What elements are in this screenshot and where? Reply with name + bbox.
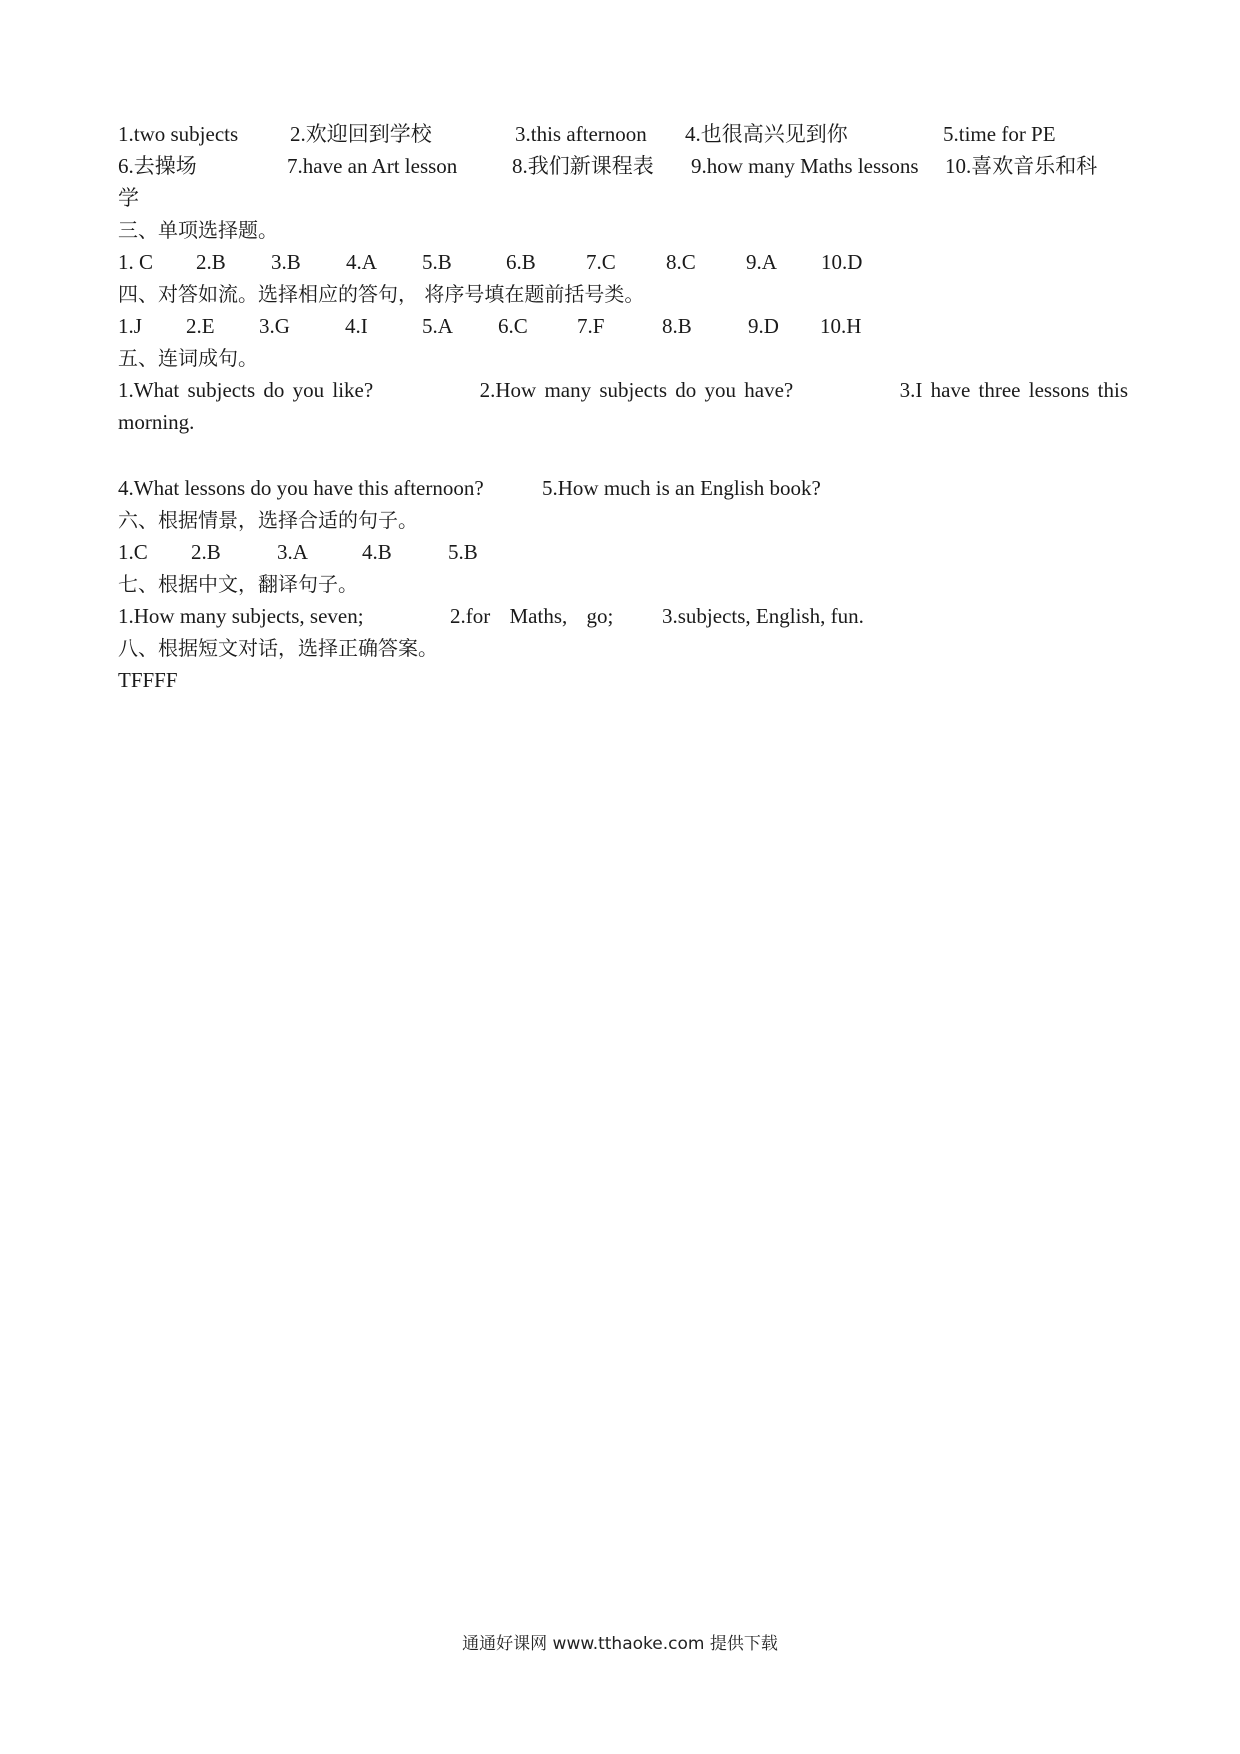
answer-item: 1. C: [118, 250, 154, 274]
answer-item: 5.B: [448, 540, 478, 564]
answer-item: 3.A: [277, 540, 308, 564]
answers-row-6: [118, 536, 1128, 568]
phrases-row-3: 学: [118, 186, 139, 210]
phrase-item: 9.how many Maths lessons: [691, 154, 919, 178]
translation-item: 1.How many subjects, seven;: [118, 604, 364, 628]
answer-item: 7.F: [577, 314, 605, 338]
answer-item: 9.D: [748, 314, 779, 338]
answer-item: 6.B: [506, 250, 536, 274]
answer-item: 10.D: [821, 250, 863, 274]
answers-row-7: [118, 600, 1128, 632]
section-heading-6: 六、根据情景，选择合适的句子。: [118, 508, 418, 532]
answer-item: 3.G: [259, 314, 290, 338]
answers-row-4: [118, 310, 1128, 342]
answer-key: [118, 118, 1128, 696]
sentence-item: 2.How many subjects do you have?: [479, 378, 794, 402]
phrase-item: 3.this afternoon: [515, 122, 647, 146]
sentence-continuation: morning.: [118, 410, 195, 434]
answer-item: 2.E: [186, 314, 215, 338]
phrases-row-2: [118, 150, 1128, 182]
phrase-item: 5.time for PE: [943, 122, 1056, 146]
phrases-row-1: [118, 118, 1128, 150]
sentences-row-2: [118, 472, 1128, 504]
phrase-item: 1.two subjects: [118, 122, 239, 146]
answer-item: 1.J: [118, 314, 142, 338]
answer-item: 10.H: [820, 314, 862, 338]
phrase-item: 10.喜欢音乐和科: [945, 154, 1098, 178]
translation-item: 3.subjects, English, fun.: [662, 604, 864, 628]
answer-item: 3.B: [271, 250, 301, 274]
section-heading-8: 八、根据短文对话，选择正确答案。: [118, 636, 438, 660]
answer-item: 4.A: [346, 250, 377, 274]
answer-item: 1.C: [118, 540, 148, 564]
translation-item: 2.for Maths, go;: [450, 604, 614, 628]
section-heading-3: 三、单项选择题。: [118, 218, 278, 242]
answer-item: 7.C: [586, 250, 616, 274]
section-heading-5: 五、连词成句。: [118, 346, 258, 370]
phrase-item: 7.have an Art lesson: [287, 154, 458, 178]
answer-item: 4.I: [345, 314, 368, 338]
answer-item: 2.B: [191, 540, 221, 564]
answer-item: 2.B: [196, 250, 226, 274]
sentence-item: 4.What lessons do you have this afternoon?: [118, 476, 484, 500]
answer-item: 8.B: [662, 314, 692, 338]
phrase-item: 4.也很高兴见到你: [685, 122, 848, 146]
footer-watermark: 通通好课网 www.tthaoke.com 提供下载: [462, 1634, 778, 1654]
answer-item: 5.B: [422, 250, 452, 274]
phrase-item: 6.去操场: [118, 154, 197, 178]
sentences-row-1: [118, 374, 1128, 406]
answer-item: 8.C: [666, 250, 696, 274]
answer-item: 9.A: [746, 250, 777, 274]
sentence-item: 3.I have three lessons this: [899, 378, 1128, 402]
sentence-item: 1.What subjects do you like?: [118, 378, 374, 402]
phrase-item: 2.欢迎回到学校: [290, 122, 432, 146]
sentence-item: 5.How much is an English book?: [542, 476, 821, 500]
section-heading-4: 四、对答如流。选择相应的答句， 将序号填在题前括号类。: [118, 282, 645, 306]
answer-item: 5.A: [422, 314, 453, 338]
phrase-item: 8.我们新课程表: [512, 154, 654, 178]
section-heading-7: 七、根据中文，翻译句子。: [118, 572, 358, 596]
answer-item: 4.B: [362, 540, 392, 564]
answer-item: TFFFF: [118, 668, 178, 692]
answer-item: 6.C: [498, 314, 528, 338]
answers-row-3: [118, 246, 1128, 278]
